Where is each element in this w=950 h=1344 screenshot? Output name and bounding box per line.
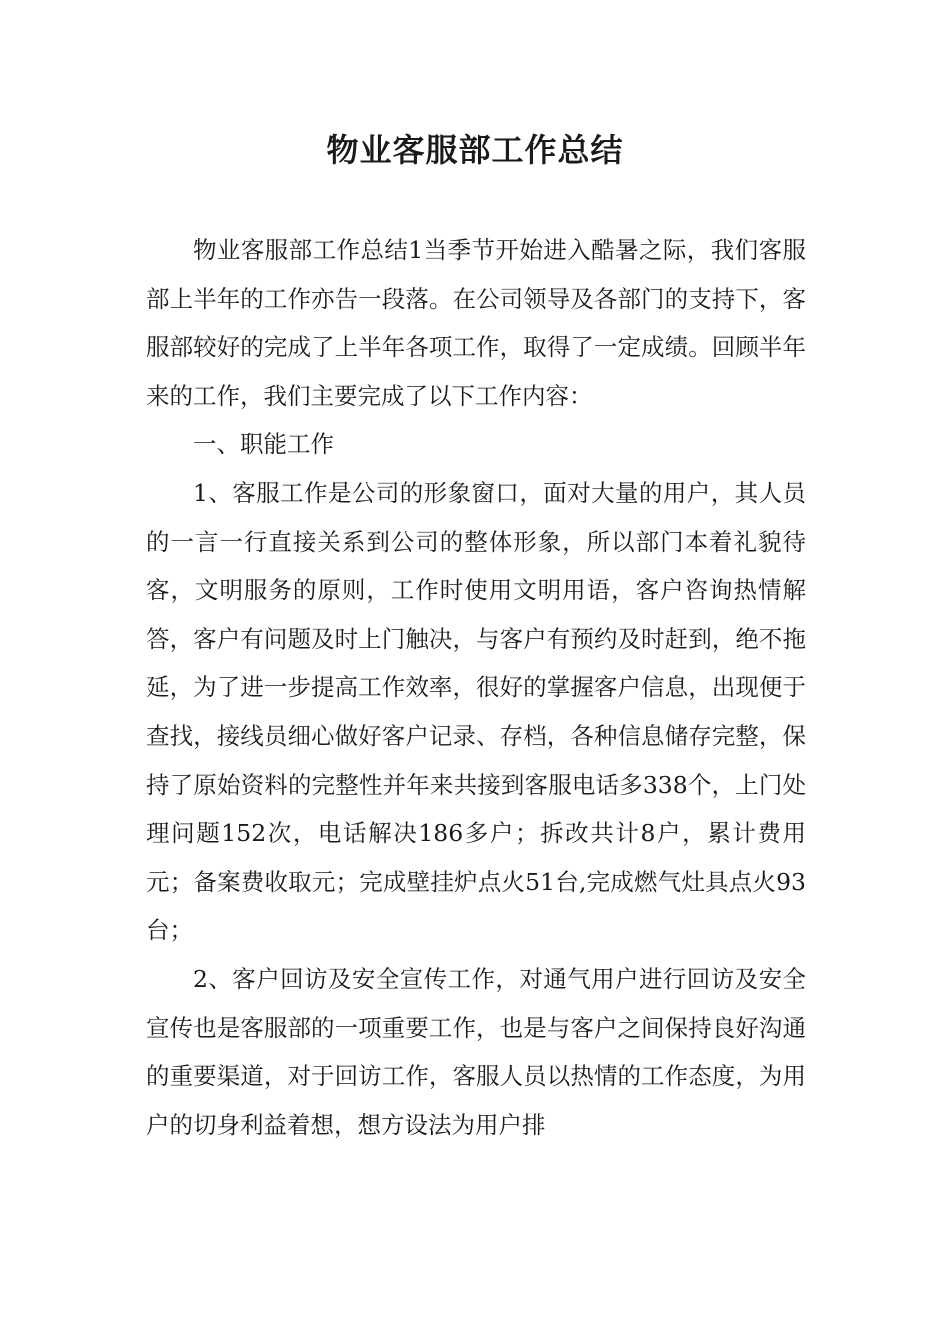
paragraph-intro: 物业客服部工作总结1当季节开始进入酷暑之际，我们客服部上半年的工作亦告一段落。在公司领导及各部门的支持下，客服部较好的完成了上半年各项工作，取得了一定成绩。回顾半年来的工作，我们主要完成了以下工作内容： — [146, 236, 806, 410]
document-body — [146, 226, 806, 1149]
section-heading-functional-work: 一、职能工作 — [193, 430, 334, 459]
paragraph-item-1: 1、客服工作是公司的形象窗口，面对大量的用户，其人员的一言一行直接关系到公司的整体形象，所以部门本着礼貌待客，文明服务的原则，工作时使用文明用语，客户咨询热情解答，客户有问题及时上门触决，与客户有预约及时赶到，绝不拖延，为了进一步提高工作效率，很好的掌握客户信息，出现便于查找，接线员细心做好客户记录、存档，各种信息储存完整，保持了原始资料的完整性并年来共接到客服电话多338个，上门处理问题152次，电话解决186多户；拆改共计8户，累计费用元；备案费收取元；完成壁挂炉点火51台,完成燃气灶具点火93台； — [146, 478, 806, 945]
paragraph-item-2: 2、客户回访及安全宣传工作，对通气用户进行回访及安全宣传也是客服部的一项重要工作，也是与客户之间保持良好沟通的重要渠道，对于回访工作，客服人员以热情的工作态度，为用户的切身利益着想，想方设法为用户排 — [146, 964, 806, 1139]
document-title: 物业客服部工作总结 — [326, 131, 624, 169]
